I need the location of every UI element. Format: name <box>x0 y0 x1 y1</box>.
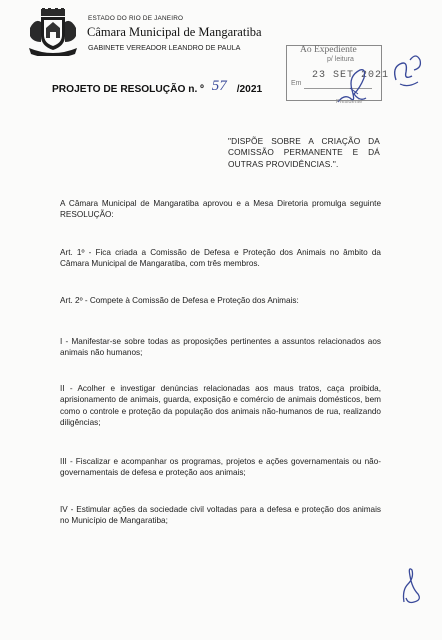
stamp-em-label: Em <box>291 80 302 87</box>
page-rubric-icon <box>398 564 424 606</box>
project-number-handwritten: 57 <box>211 78 227 94</box>
item-i: I - Manifestar-se sobre todas as proposições pertinentes a assuntos relacionados aos animais não humanos; <box>60 337 381 358</box>
item-iv: IV - Estimular ações da sociedade civil voltadas para a defesa e proteção dos animais no Município de Mangaratiba; <box>60 505 381 526</box>
item-ii: II - Acolher e investigar denúncias relacionadas aos maus tratos, caça proibida, aprisionamento de animais, guarda, exposição e comércio de animais domésticos, bem como o controle e proteção da população dos animais não-humanos de rua, realizando diligências; <box>60 384 381 428</box>
header-office: GABINETE VEREADOR LEANDRO DE PAULA <box>88 43 241 52</box>
intro-paragraph: A Câmara Municipal de Mangaratiba aprovou e a Mesa Diretoria promulga seguinte RESOLUÇÃO: <box>60 199 381 220</box>
project-year: /2021 <box>236 84 263 95</box>
stamp-line2: p/ leitura <box>327 56 354 63</box>
municipal-coat-of-arms-icon <box>27 8 79 56</box>
item-iii: III - Fiscalizar e acompanhar os programas, projetos e ações governamentais ou não-governamentais de defesa e proteção aos animais; <box>60 457 381 478</box>
header-chamber-name: Câmara Municipal de Mangaratiba <box>87 25 262 39</box>
article-1: Art. 1º - Fica criada a Comissão de Defesa e Proteção dos Animais no âmbito da Câmara Municipal de Mangaratiba, com três membros. <box>60 248 381 269</box>
stamp-date: 23 SET 2021 <box>312 70 390 81</box>
project-title <box>52 78 263 95</box>
stamp-footer: Presidente <box>336 99 363 105</box>
article-2: Art. 2º - Compete à Comissão de Defesa e Proteção dos Animais: <box>60 296 299 305</box>
stamp-line1: Ao Expediente <box>300 45 357 55</box>
header-state: ESTADO DO RIO DE JANEIRO <box>88 15 184 22</box>
ementa: "DISPÕE SOBRE A CRIAÇÃO DA COMISSÃO PERMANENTE E DÁ OUTRAS PROVIDÊNCIAS.". <box>228 136 380 169</box>
project-number <box>207 78 237 95</box>
project-label: PROJETO DE RESOLUÇÃO n. º <box>52 84 204 95</box>
margin-initials-icon <box>386 46 426 90</box>
